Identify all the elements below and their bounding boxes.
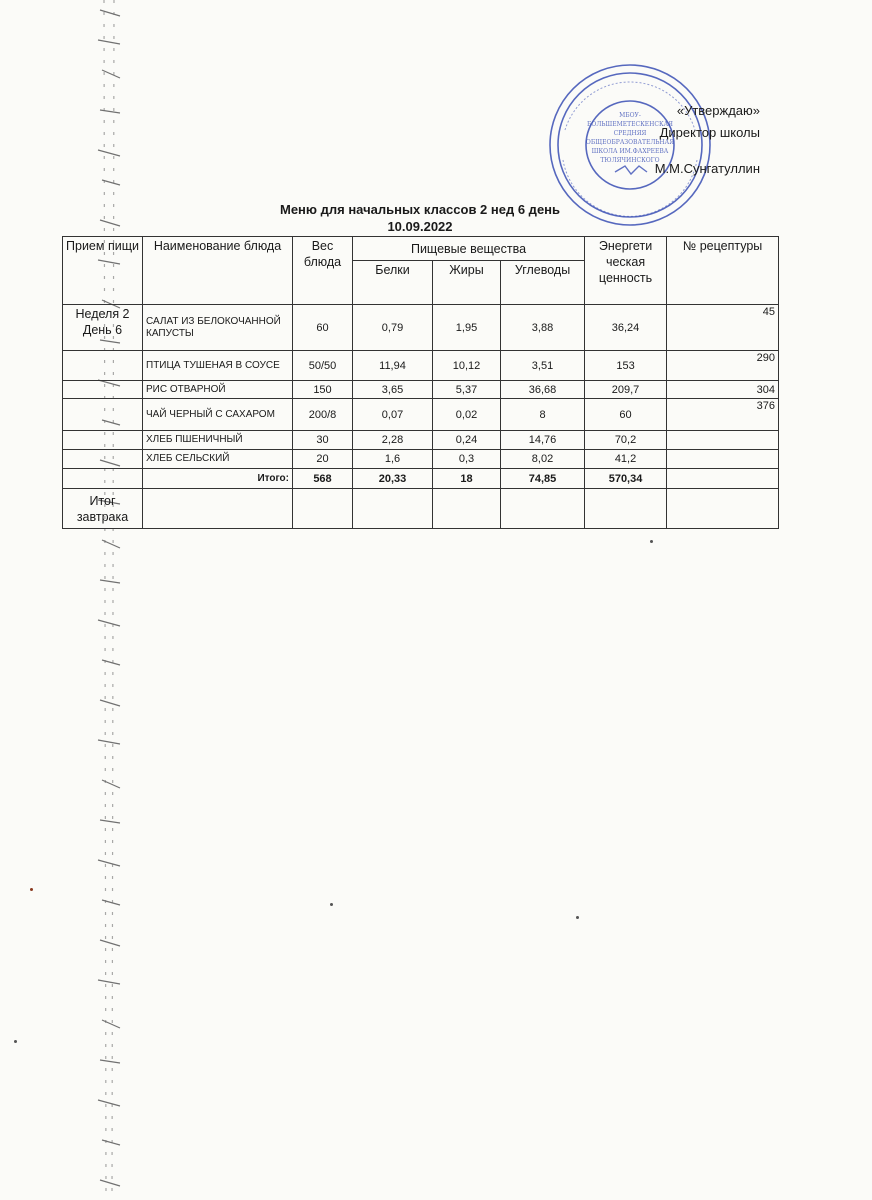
dish-energy: 209,7	[585, 381, 667, 399]
svg-text:ТЮЛЯЧИНСКОГО: ТЮЛЯЧИНСКОГО	[600, 157, 660, 164]
scan-speck	[650, 540, 653, 543]
dish-protein: 1,6	[353, 450, 433, 469]
dish-fat: 0,02	[433, 399, 501, 431]
table-row	[63, 450, 779, 469]
table-row	[63, 381, 779, 399]
header-fat: Жиры	[433, 261, 501, 305]
dish-recipe	[667, 450, 779, 469]
approval-heading: «Утверждаю»	[676, 103, 760, 118]
document-title	[250, 201, 590, 235]
dish-carbs: 14,76	[501, 431, 585, 450]
dish-energy: 70,2	[585, 431, 667, 450]
dish-weight: 60	[293, 305, 353, 351]
svg-text:ОБЩЕОБРАЗОВАТЕЛЬНАЯ: ОБЩЕОБРАЗОВАТЕЛЬНАЯ	[585, 139, 675, 146]
table-row	[63, 351, 779, 381]
title-line-1: Меню для начальных классов 2 нед 6 день	[279, 202, 561, 217]
meal-cell-empty	[63, 469, 143, 489]
dish-weight: 30	[293, 431, 353, 450]
empty-cell	[143, 489, 293, 529]
dish-protein: 0,79	[353, 305, 433, 351]
total-carbs: 74,85	[501, 469, 585, 489]
table-row	[63, 399, 779, 431]
table-row	[63, 305, 779, 351]
header-weight: Вес блюда	[293, 237, 353, 305]
header-meal: Прием пищи	[63, 237, 143, 305]
empty-cell	[433, 489, 501, 529]
dish-energy: 153	[585, 351, 667, 381]
dish-carbs: 8,02	[501, 450, 585, 469]
title-date: 10.09.2022	[387, 219, 453, 234]
dish-recipe: 45	[667, 305, 779, 351]
empty-cell	[293, 489, 353, 529]
approval-position: Директор школы	[659, 125, 760, 140]
dish-name: ХЛЕБ СЕЛЬСКИЙ	[143, 450, 293, 469]
dish-name: ЧАЙ ЧЕРНЫЙ С САХАРОМ	[143, 399, 293, 431]
dish-weight: 20	[293, 450, 353, 469]
meal-cell-empty	[63, 351, 143, 381]
dish-name: САЛАТ ИЗ БЕЛОКОЧАННОЙ КАПУСТЫ	[143, 305, 293, 351]
scan-speck	[14, 1040, 17, 1043]
footer-row	[63, 489, 779, 529]
empty-cell	[353, 489, 433, 529]
dish-name: ПТИЦА ТУШЕНАЯ В СОУСЕ	[143, 351, 293, 381]
menu-table	[62, 236, 779, 529]
svg-text:ШКОЛА ИМ.ФАХРЕЕВА: ШКОЛА ИМ.ФАХРЕЕВА	[591, 148, 669, 155]
dish-protein: 3,65	[353, 381, 433, 399]
table-row	[63, 431, 779, 450]
scan-speck	[30, 888, 33, 891]
header-protein: Белки	[353, 261, 433, 305]
dish-name: РИС ОТВАРНОЙ	[143, 381, 293, 399]
dish-weight: 150	[293, 381, 353, 399]
dish-fat: 0,24	[433, 431, 501, 450]
total-row	[63, 469, 779, 489]
scan-speck	[576, 916, 579, 919]
total-label: Итого:	[143, 469, 293, 489]
total-fat: 18	[433, 469, 501, 489]
dish-recipe: 290	[667, 351, 779, 381]
dish-energy: 36,24	[585, 305, 667, 351]
dish-carbs: 36,68	[501, 381, 585, 399]
dish-recipe: 304	[667, 381, 779, 399]
meal-label: Неделя 2 День 6	[63, 305, 143, 351]
dish-carbs: 3,88	[501, 305, 585, 351]
total-energy: 570,34	[585, 469, 667, 489]
binding-edge-scan-artifact	[92, 0, 128, 1200]
dish-carbs: 3,51	[501, 351, 585, 381]
dish-recipe	[667, 431, 779, 450]
dish-name: ХЛЕБ ПШЕНИЧНЫЙ	[143, 431, 293, 450]
dish-energy: 60	[585, 399, 667, 431]
dish-fat: 0,3	[433, 450, 501, 469]
dish-fat: 5,37	[433, 381, 501, 399]
dish-fat: 1,95	[433, 305, 501, 351]
header-nutrients: Пищевые вещества	[353, 237, 585, 261]
header-dish-name: Наименование блюда	[143, 237, 293, 305]
total-protein: 20,33	[353, 469, 433, 489]
total-recipe-empty	[667, 469, 779, 489]
dish-weight: 50/50	[293, 351, 353, 381]
empty-cell	[501, 489, 585, 529]
meal-cell-empty	[63, 450, 143, 469]
svg-text:МБОУ-: МБОУ-	[619, 112, 641, 119]
header-recipe: № рецептуры	[667, 237, 779, 305]
scan-speck	[330, 903, 333, 906]
header-carbs: Углеводы	[501, 261, 585, 305]
dish-weight: 200/8	[293, 399, 353, 431]
meal-cell-empty	[63, 399, 143, 431]
header-energy: Энергети ческая ценность	[585, 237, 667, 305]
dish-fat: 10,12	[433, 351, 501, 381]
svg-text:СРЕДНЯЯ: СРЕДНЯЯ	[613, 130, 647, 137]
svg-text:БОЛЬШЕМЕТЕСКЕНСКАЯ: БОЛЬШЕМЕТЕСКЕНСКАЯ	[587, 121, 673, 128]
dish-protein: 2,28	[353, 431, 433, 450]
empty-cell	[667, 489, 779, 529]
approval-signature-name: М.М.Сунгатуллин	[654, 161, 760, 176]
approval-block	[610, 100, 760, 180]
breakfast-total-label: Итог завтрака	[63, 489, 143, 529]
total-weight: 568	[293, 469, 353, 489]
dish-carbs: 8	[501, 399, 585, 431]
empty-cell	[585, 489, 667, 529]
dish-protein: 11,94	[353, 351, 433, 381]
meal-cell-empty	[63, 381, 143, 399]
dish-protein: 0,07	[353, 399, 433, 431]
meal-cell-empty	[63, 431, 143, 450]
dish-recipe: 376	[667, 399, 779, 431]
dish-energy: 41,2	[585, 450, 667, 469]
